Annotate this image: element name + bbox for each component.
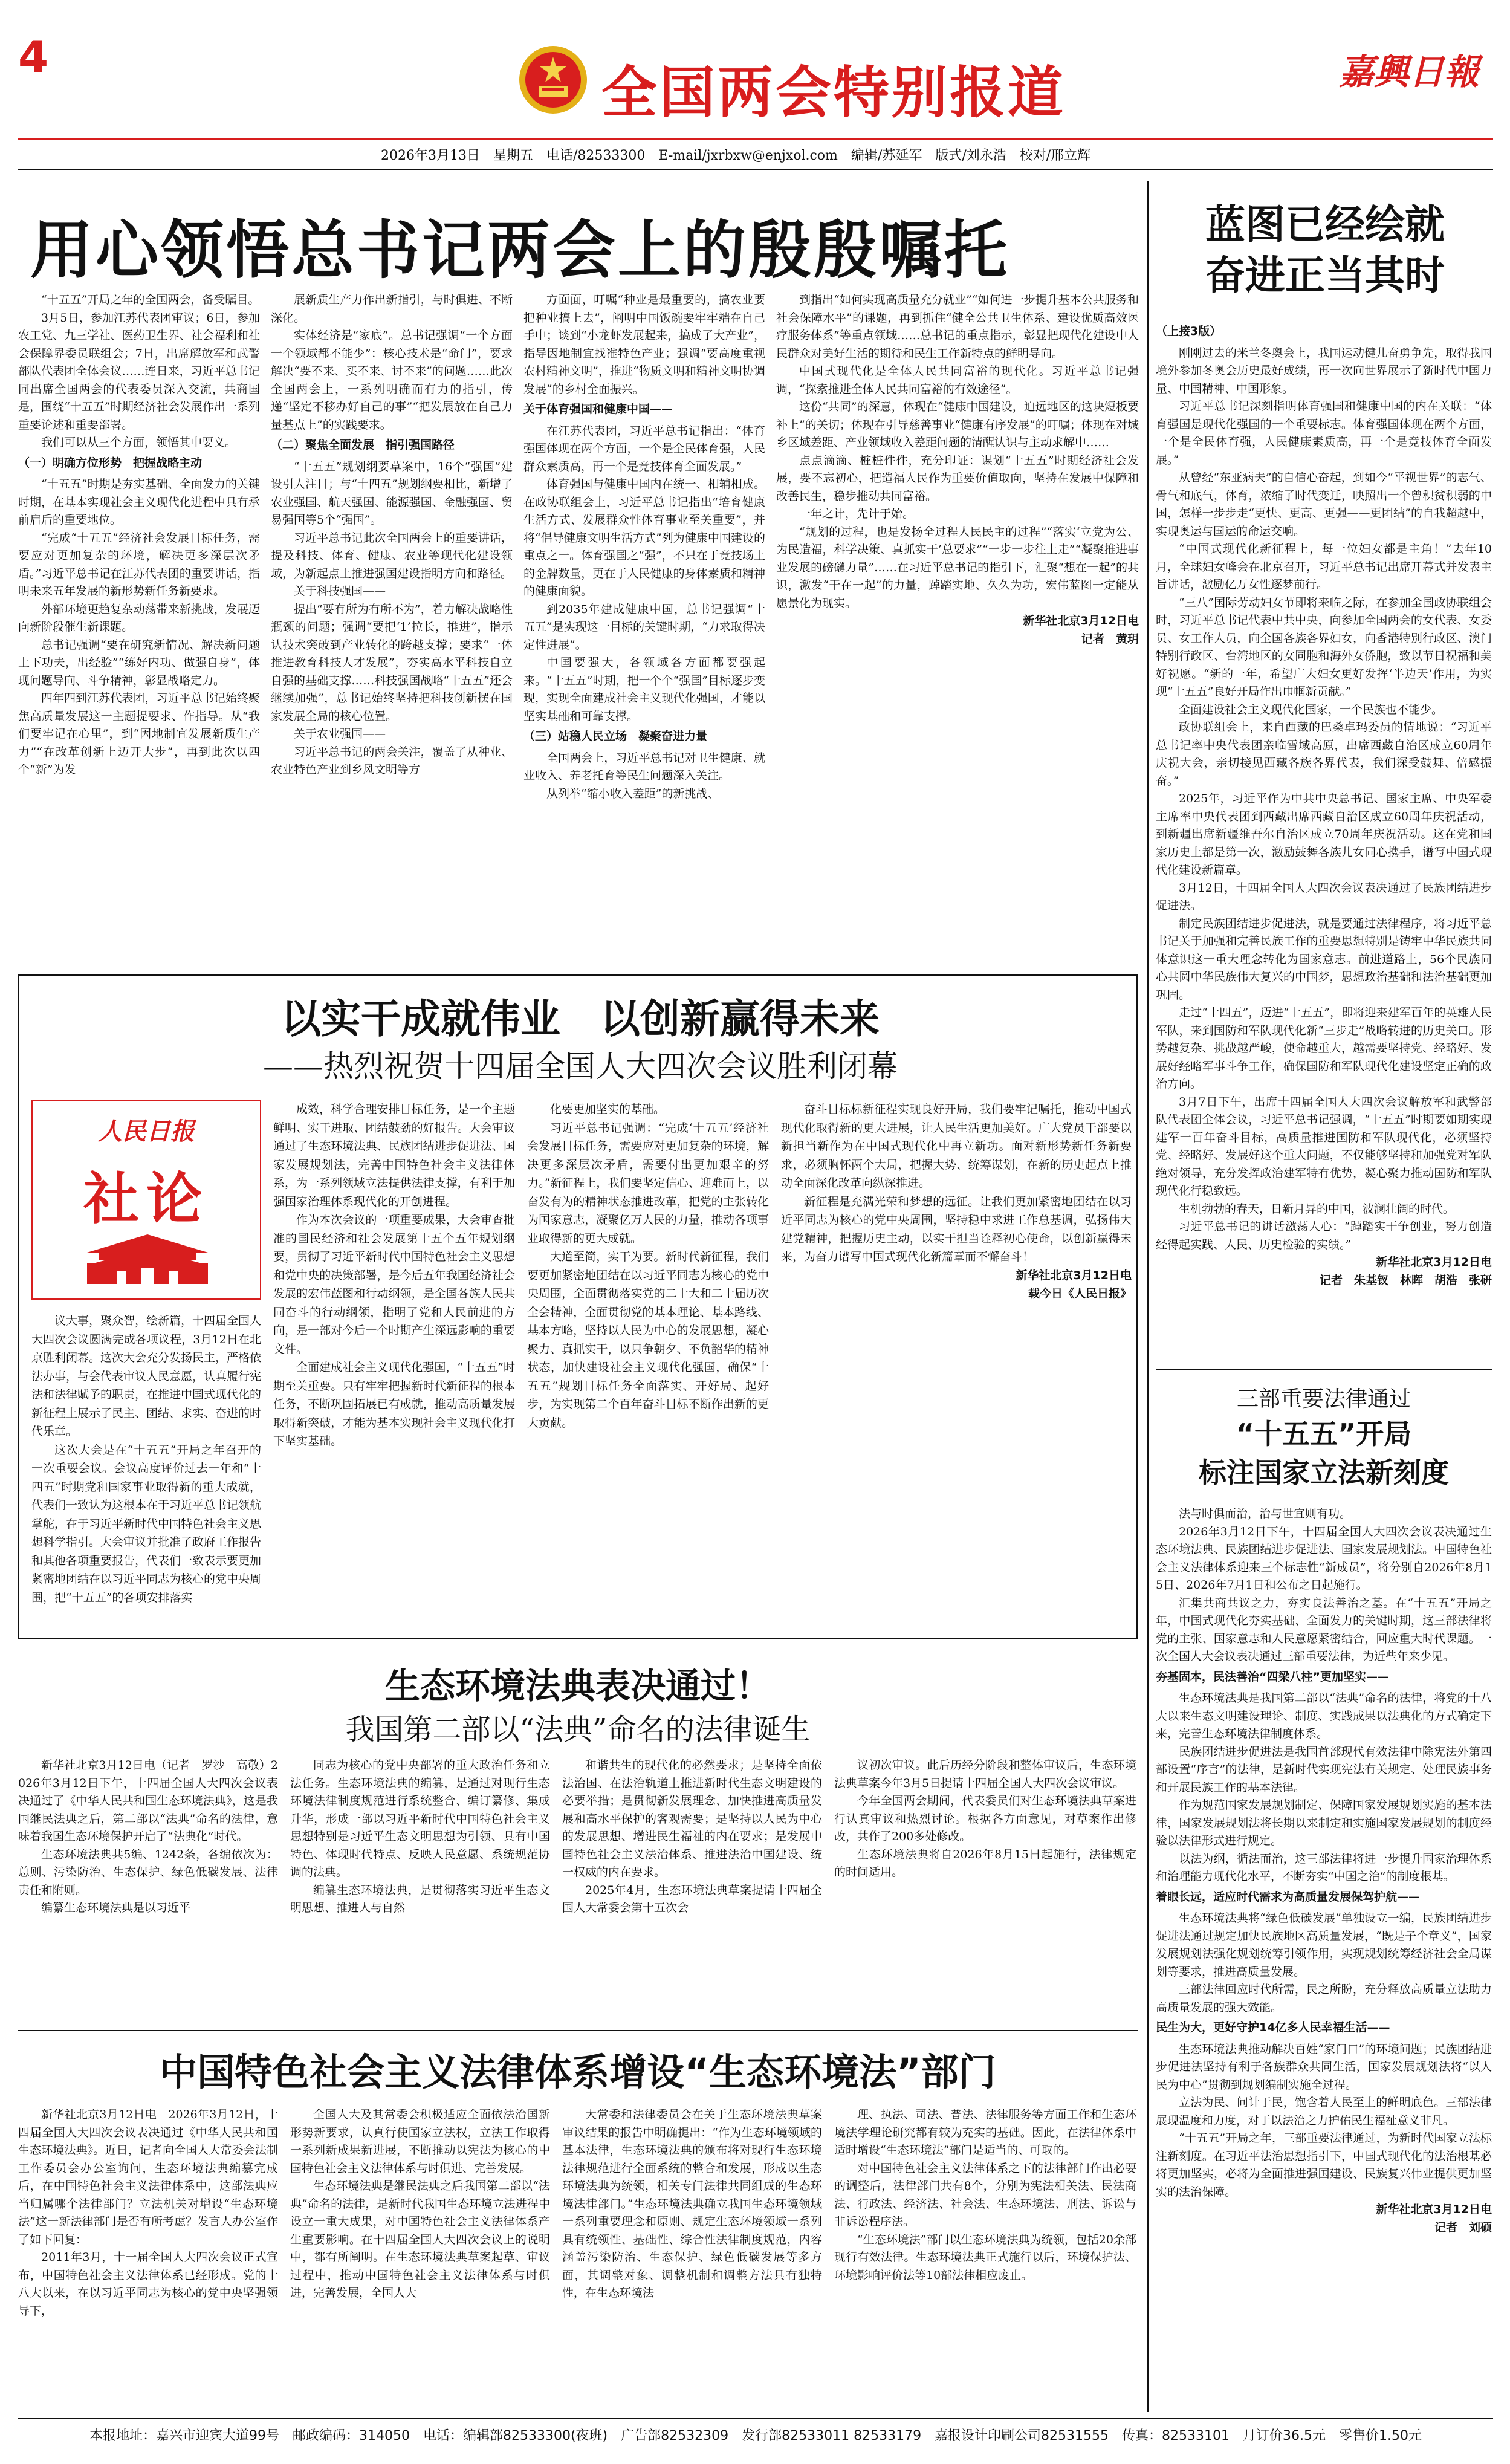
paragraph: 全面建设社会主义现代化国家，一个民族也不能少。	[1179, 702, 1444, 716]
main-headline: 用心领悟总书记两会上的殷殷嘱托	[30, 213, 1010, 287]
column-separator	[1147, 181, 1149, 2412]
paragraph: 汇集共商共议之力，夯实良法善治之基。在“十五五”开局之年，中国式现代化夯实基础、全面发力的关键时期，这三部法律将党的主张、国家意志和人民意愿紧密结合，回应重大时代课题。一次全国人大会议表决通过三部重要法律，为近些年来少见。	[1156, 1596, 1492, 1663]
art2-headline: 蓝图已经绘就 奋进正当其时	[1205, 201, 1445, 299]
dateline: 新华社北京3月12日电（记者 罗沙 高敬）	[41, 1759, 271, 1772]
editorial-column-1	[31, 1312, 261, 1626]
paragraph: 立法为民、问计于民，饱含着人民至上的鲜明底色。三部法律展现温度和力度，对于以法治之力护佑民生福祉意义非凡。	[1156, 2096, 1492, 2127]
paragraph: 三部法律回应时代所需，民之所盼，充分释放高质量立法助力高质量发展的强大效能。	[1156, 1983, 1492, 2014]
footer-rule	[18, 2418, 1493, 2419]
paragraph: 习近平总书记的两会关注，覆盖了从种业、农业特色产业到乡风文明等方	[271, 745, 513, 776]
paragraph: 编纂生态环境法典是以习近平	[41, 1901, 191, 1914]
paragraph: 全国两会上，习近平总书记对卫生健康、就业收入、养老托育等民生问题深入关注。	[523, 751, 765, 782]
paragraph: “中国式现代化新征程上，每一位妇女都是主角！”去年10月，全球妇女峰会在北京召开，习近平总书记出席开幕式并发表主旨讲话，激励亿万女性逐梦前行。	[1156, 542, 1492, 591]
date-line: 2026年3月13日 星期五 电话/82533300 E-mail/jxrbxw@enjxol.com 编辑/苏延军 版式/刘永浩 校对/邢立辉	[381, 148, 1091, 163]
paragraph: 成效，科学合理安排目标任务，是一个主题鲜明、实干进取、团结鼓劲的好报告。大会审议通过了生态环境法典、民族团结进步促进法、国家发展规划法，完善中国特色社会主义法律体系，为一系列领域立法提供法律支撑，有利于加强国家治理体系现代化的开创进程。	[273, 1103, 515, 1208]
art1-column-3	[523, 291, 765, 943]
paragraph: “三八”国际劳动妇女节即将来临之际，在参加全国政协联组会时，习近平总书记代表中共中央，向参加全国两会的女代表、女委员、女工作人员，向全国各族各界妇女，向香港特别行政区、澳门特别行政区、台湾地区的女同胞和海外女侨胞，致以节日祝福和美好祝愿。“新的一年，希望广大妇女更好发挥‘半边天’作用，为实现“十五五”良好开局作出巾帼新贡献。”	[1156, 595, 1492, 698]
byline: 新华社北京3月12日电 记者 刘硕	[1376, 2203, 1492, 2234]
byline: 新华社北京3月12日电 记者 黄玥	[1023, 614, 1139, 646]
continued-note: （上接3版）	[1156, 325, 1222, 338]
paragraph: 关于科技强国——	[294, 585, 386, 598]
art2-end-rule	[1156, 1369, 1492, 1370]
paragraph: 3月12日，十四届全国人大四次会议表决通过了民族团结进步促进法。	[1156, 881, 1492, 912]
paragraph: 总书记强调“要在研究新情况、解决新问题上下功夫，出经验”“练好内功、做强自身”，体现问题导向、斗争精神，彰显战略定力。	[18, 638, 260, 687]
paragraph: “完成“十五五”经济社会发展目标任务，需要应对更加复杂的环境，解决更多深层次矛盾。”习近平总书记在江苏代表团的重要讲话，指明未来五年发展的新形势新任务新要求。	[18, 531, 260, 598]
paragraph: 今年全国两会期间，代表委员们对生态环境法典草案进行认真审议和热烈讨论。根据各方面意见，对草案作出修改，共作了200多处修改。	[834, 1794, 1136, 1843]
byline: 新华社北京3月12日电 载今日《人民日报》	[1016, 1268, 1132, 1300]
paragraph: 四年四到江苏代表团，习近平总书记始终聚焦高质量发展这一主题提要求、作指导。从“我们要牢记在心里”，到“因地制宜发展新质生产力”“在改革创新上迈开大步”，再到此次以四个“新”为发	[18, 692, 260, 776]
paragraph: 实体经济是“家底”。总书记强调“一个方面一个领域都不能少”：核心技术是“命门”，要求解决“要不来、买不来、讨不来”的问题……此次全国两会上，一系列明确而有力的指引，传递“坚定不移办好自己的事”“把发展放在自己力量基点上”的实践要求。	[271, 329, 513, 432]
subheading: 民生为大，更好守护14亿多人民幸福生活——	[1156, 2021, 1390, 2034]
logo-editorial-label: 社论	[83, 1167, 209, 1231]
paragraph: 2011年3月，十一届全国人大四次会议正式宣布，中国特色社会主义法律体系已经形成。党的十八大以来，在以习近平同志为核心的党中央坚强领导下，	[18, 2251, 278, 2318]
paragraph: 刚刚过去的米兰冬奥会上，我国运动健儿奋勇争先，取得我国境外参加冬奥会历史最好成绩，再一次向世界展示了新时代中国力量、中国精神、中国形象。	[1156, 346, 1492, 395]
page-number: 4	[18, 31, 49, 82]
art5-column-4	[834, 2106, 1136, 2413]
art1-column-2	[271, 291, 513, 943]
paragraph: 从列举“缩小收入差距”的新挑战、	[546, 786, 719, 800]
header-rule-thin	[18, 169, 1493, 170]
paragraph: 法与时俱而治，治与世宜则有功。	[1179, 1507, 1352, 1520]
paragraph: 这份“共同”的深意，体现在“健康中国建设，迫远地区的这块短板要补上”的关切；体现在引导慈善事业“健康有序发展”的叮嘱；体现在对城乡区域差距、产业领域收入差距问题的清醒认识与主动求解中……	[776, 400, 1139, 449]
art4-column-4	[834, 1757, 1136, 2023]
paragraph: 习近平总书记的讲话激荡人心：“踔踏实干争创业，努力创造经得起实践、人民、历史检验的实绩。”	[1156, 1220, 1492, 1251]
paragraph: 走过“十四五”，迈进“十五五”，即将迎来建军百年的英雄人民军队，来到国防和军队现代化新“三步走”战略转进的历史关口。形势越复杂、挑战越严峻，使命越重大，越需要坚持党、经略好、发展好经略军事斗争工作，确保国防和军队现代化建设坚定正确的政治方向。	[1156, 1006, 1492, 1091]
paragraph: 习近平总书记强调：“完成‘十五五’经济社会发展目标任务，需要应对更加复杂的环境，解决更多深层次矛盾，需要付出更加艰辛的努力。”新征程上，我们要坚定信心、迎难而上，以奋发有为的精神状态推进改革，把党的主张转化为国家意志，凝聚亿万人民的力量，推动各项事业取得新的更大成就。	[527, 1121, 769, 1245]
paragraph: 大道至简，实干为要。新时代新征程，我们要更加紧密地团结在以习近平同志为核心的党中央周围，全面贯彻落实党的二十大和二十届历次全会精神，全面贯彻党的基本理论、基本路线、基本方略，坚持以人民为中心的发展思想，凝心聚力、真抓实干，以只争朝夕、不负韶华的精神状态，加快建设社会主义现代化强国，确保“十五五”规划目标任务全面落实、开好局、起好步，为实现第二个百年奋斗目标不断作出新的更大贡献。	[527, 1250, 769, 1430]
editorial-column-4	[781, 1100, 1132, 1626]
paragraph: 2025年4月，生态环境法典草案提请十四届全国人大常委会第十五次会	[562, 1883, 822, 1914]
paragraph: 2026年3月12日，十四届全国人大四次会议表决通过《中华人民共和国生态环境法典》。近日，记者向全国人大常委会法制工作委员会办公室询问，生态环境法典编纂完成后，在中国特色社会主义法律体系中，这部法典应当归属哪个法律部门？立法机关对增设“生态环境法”这一新法律部门是否有所考虑？发言人办公室作了如下回复：	[18, 2108, 278, 2246]
section-title: 全国两会特别报道	[601, 60, 1066, 125]
paragraph: 关于农业强国——	[294, 727, 386, 741]
paragraph: 3月7日下午，出席十四届全国人大四次会议解放军和武警部队代表团全体会议，习近平总书记强调，“十五五”时期要如期实现建军一百年奋斗目标，高质量推进国防和军队现代化，必须坚持党、经略好、发展好这个重大问题，不仅能够坚持和加强党对军队绝对领导，充分发挥政治建军特有优势，凝心聚力推动国防和军队现代化行稳致远。	[1156, 1095, 1492, 1198]
paragraph: 一年之计，先计于始。	[799, 507, 915, 520]
art5-column-2	[290, 2106, 550, 2413]
paragraph: 议初次审议。此后历经分阶段和整体审议后，生态环境法典草案今年3月5日提请十四届全国人大四次会议审议。	[834, 1759, 1136, 1790]
paragraph: 到指出“如何实现高质量充分就业”“如何进一步提升基本公共服务和社会保障水平”的课题，再到抓住“健全公共卫生体系、建设优质高效医疗服务体系”等重点领域……总书记的重点指示，彰显把现代化建设中人民群众对美好生活的期待和民生工作新特点的鲜明导向。	[776, 293, 1139, 360]
paragraph: “规划的过程，也是发扬全过程人民民主的过程”“落实‘立党为公、为民造福，科学决策、真抓实干’总要求”“一步一步往上走”“凝聚推进事业发展的磅礴力量”……在习近平总书记的指引下，汇聚“想在一起”的共识，激发“干在一起”的力量，踔踏实地、久久为功，宏伟蓝图一定能从愿景化为现实。	[776, 525, 1139, 610]
byline: 新华社北京3月12日电 记者 朱基钗 林晖 胡浩 张研	[1319, 1256, 1492, 1287]
paragraph: 奋斗目标标新征程实现良好开局，我们要牢记嘱托，推动中国式现代化取得新的更大进展，让人民生活更加美好。广大党员干部要以新担当新作为在中国式现代化中再立新功。面对新形势新任务新要求，必须胸怀两个大局，把握大势、统筹谋划，在新的历史起点上推动全面深化改革向纵深推进。	[781, 1103, 1132, 1190]
paragraph: 习近平总书记深刻指明体育强国和健康中国的内在关联：“体育强国是现代化强国的一个重要标志。体育强国体现在两个方面，一个是全民体育强，人民健康素质高，再一个是竞技体育全面发展。”	[1156, 400, 1492, 467]
paragraph: 生态环境法典推动解决百姓“家门口”的环境问题；民族团结进步促进法坚持有利于各族群众共同生活，国家发展规划法将“以人民为中心”贯彻到规划编制实施全过程。	[1156, 2042, 1492, 2092]
paragraph: 制定民族团结进步促进法，就是要通过法律程序，将习近平总书记关于加强和完善民族工作的重要思想特别是铸牢中华民族共同体意识这一重大理念转化为国家意志。前进道路上，56个民族同心共圆中华民族伟大复兴的中国梦，思想政治基础和法治基础更加巩固。	[1156, 916, 1492, 1002]
header-rule	[18, 138, 1493, 140]
paragraph: 全国人大及其常委会积极适应全面依法治国新形势新要求，认真行使国家立法权，立法工作取得一系列新成果新进展，不断推动以宪法为核心的中国特色社会主义法律体系与时俱进、完善发展。	[290, 2108, 550, 2175]
paragraph: 生态环境法典将自2026年8月15日起施行，法律规定的时间适用。	[834, 1847, 1136, 1879]
paragraph: “十五五”规划纲要草案中，16个“强国”建设引人注目；与“十四五”规划纲要相比，新增了农业强国、航天强国、能源强国、金融强国、贸易强国等5个“强国”。	[271, 459, 513, 527]
paragraph: 外部环境更趋复杂动荡带来新挑战，发展迈向新阶段催生新课题。	[18, 602, 260, 634]
section-rule	[18, 2030, 1138, 2031]
paragraph: 中国要强大，各领域各方面都要强起来。“十五五”时期，把一个个“强国”目标逐步变现，实现全面建成社会主义现代化强国，才能以坚实基础和可靠支撑。	[523, 656, 765, 723]
subheading: （二）聚焦全面发展 指引强国路径	[271, 438, 455, 452]
paragraph: 政协联组会上，来自西藏的巴桑卓玛委员的情地说：“习近平总书记率中央代表团亲临雪域高原，出席西藏自治区成立60周年庆祝大会，亲切接见西藏各族各界代表，我们深受鼓舞、倍感振奋。”	[1156, 721, 1492, 788]
art5-column-3	[562, 2106, 822, 2413]
art5-column-1	[18, 2106, 278, 2413]
paragraph: “十五五”开局之年，三部重要法律通过，为新时代国家立法标注新刻度。在习近平法治思想指引下，中国式现代化的法治根基必将更加坚实，必将为全面推进强国建设、民族复兴伟业提供更加坚实的法治保障。	[1156, 2132, 1492, 2199]
paragraph: 2026年3月12日下午，十四届全国人大四次会议表决通过了《中华人民共和国生态环境法典》，这是我国继民法典之后，第二部以“法典”命名的法律，意味着我国生态环境保护开启了“法典化”时代。	[18, 1759, 278, 1843]
art3-kicker: 三部重要法律通过	[1236, 1387, 1411, 1412]
paragraph: 展新质生产力作出新指引，与时俱进、不断深化。	[271, 293, 513, 325]
paragraph: 生态环境法典将“绿色低碳发展”单独设立一编，民族团结进步促进法通过规定加快民族地区高质量发展，“既是子个章义”，国家发展规划法强化规划统筹引领作用，实现规划统筹经济社会全局谋划等要求，推进高质量发展。	[1156, 1911, 1492, 1979]
paragraph: 作为规范国家发展规划制定、保障国家发展规划实施的基本法律，国家发展规划法将长期以来制定和实施国家发展规划的制度经验以法律形式进行规定。	[1156, 1798, 1492, 1847]
paragraph: 生机勃勃的春天，日新月异的中国，波澜壮阔的时代。	[1179, 1202, 1455, 1216]
art4-column-1	[18, 1757, 278, 2023]
editorial-column-3	[527, 1100, 769, 1626]
paragraph: “十五五”时期是夯实基础、全面发力的关键时期，在基本实现社会主义现代化进程中具有承前启后的重要地位。	[18, 478, 260, 527]
paragraph: 从曾经“东亚病夫”的自信心奋起，到如今“平视世界”的志气、骨气和底气，体育，浓缩了时代变迁，映照出一个曾积贫积弱的中国，怎样一步步走“更快、更高、更强——更团结”的自我超越中，实现奥运与国运的命运交响。	[1156, 471, 1492, 538]
paragraph: 2026年3月12日下午，十四届全国人大四次会议表决通过生态环境法典、民族团结进步促进法、国家发展规划法。中国特色社会主义法律体系迎来三个标志性“新成员”，将分别自2026年8月15日、2026年7月1日和公布之日起施行。	[1156, 1525, 1492, 1592]
paragraph: 生态环境法典是继民法典之后我国第二部以“法典”命名的法律，是新时代我国生态环境立法进程中设立一重大成果，对中国特色社会主义法律体系产生重要影响。在十四届全国人大四次会议上的说明中，都有所阐明。在生态环境法典草案起草、审议过程中，推动中国特色社会主义法律体系与时俱进，完善发展，全国人大	[290, 2179, 550, 2300]
art2-body	[1156, 320, 1492, 1366]
peoples-daily-editorial-logo	[31, 1100, 261, 1300]
paragraph: 全面建成社会主义现代化强国，“十五五”时期至关重要。只有牢牢把握新时代新征程的根本任务，不断巩固拓展已有成就，推动高质量发展取得新突破，才能为基本实现社会主义现代化打下坚实基础。	[273, 1361, 515, 1448]
paragraph: 对中国特色社会主义法律体系之下的法律部门作出必要的调整后，法律部门共有8个，分别为宪法相关法、民法商法、行政法、经济法、社会法、生态环境法、刑法、诉讼与非诉讼程序法。	[834, 2161, 1136, 2228]
subheading: 着眼长远，适应时代需求为高质量发展保驾护航——	[1156, 1890, 1421, 1904]
paragraph: 点点滴滴、桩桩件件，充分印证：谋划“十五五”时期经济社会发展，要不忘初心，把造福人民作为重要价值取向，坚持在发展中保障和改善民生，稳步推动共同富裕。	[776, 453, 1139, 503]
paragraph: 3月5日，参加江苏代表团审议；6日，参加农工党、九三学社、医药卫生界、社会福利和社会保障界委员联组会；7日，出席解放军和武警部队代表团全体会议……连日来，习近平总书记同出席全国两会的代表委员深入交流，共商国是，围绕“十五五”时期经济社会发展作出一系列重要论述和重要部署。	[18, 311, 260, 432]
subheading: 夯基固本，民法善治“四梁八柱”更加坚实——	[1156, 1670, 1389, 1684]
art4-column-3	[562, 1757, 822, 2023]
art3-body	[1156, 1505, 1492, 2412]
paragraph: 习近平总书记此次全国两会上的重要讲话，提及科技、体育、健康、农业等现代化建设领域，为新起点上推进强国建设指明方向和路径。	[271, 531, 513, 580]
paragraph: “生态环境法”部门以生态环境法典为统领，包括20余部现行有效法律。生态环境法典正式施行以后，环境保护法、环境影响评价法等10部法律相应废止。	[834, 2232, 1136, 2282]
paragraph: 同志为核心的党中央部署的重大政治任务和立法任务。生态环境法典的编纂，是通过对现行生态环境法律制度规范进行系统整合、编订纂修、集成升华，形成一部以习近平新时代中国特色社会主义思想特别是习近平生态文明思想为引领、具有中国特色、体现时代特点、反映人民意愿、系统规范协调的法典。	[290, 1759, 550, 1879]
art4-column-2	[290, 1757, 550, 2023]
paragraph: 这次大会是在“十五五”开局之年召开的一次重要会议。会议高度评价过去一年和“十四五”时期党和国家事业取得新的重大成就，代表们一致认为这根本在于习近平总书记领航掌舵，在于习近平新时代中国特色社会主义思想科学指引。大会审议并批准了政府工作报告和其他各项重要报告，代表们一致表示要更加紧密地团结在以习近平同志为核心的党中央周围，把“十五五”的各项安排落实	[31, 1443, 261, 1604]
paragraph: 和谐共生的现代化的必然要求；是坚持全面依法治国、在法治轨道上推进新时代生态文明建设的必要举措；是贯彻新发展理念、加快推进高质量发展和高水平保护的客观需要；是坚持以人民为中心的发展思想、增进民生福祉的内在要求；是发展中国特色社会主义法治体系、推进法治中国建设、统一权威的内在要求。	[562, 1759, 822, 1879]
paragraph: 议大事，聚众智，绘新篇，十四届全国人大四次会议圆满完成各项议程，3月12日在北京胜利闭幕。这次大会充分发扬民主，严格依法办事，与会代表审议人民意愿，认真履行宪法和法律赋予的职责，在推进中国式现代化的新征程上展示了民主、团结、求实、奋进的时代乐章。	[31, 1314, 261, 1438]
art1-column-1	[18, 291, 260, 943]
editorial-column-2	[273, 1100, 515, 1626]
paragraph: 化要更加坚实的基础。	[550, 1103, 666, 1116]
paragraph: 以法为纲，循法而治，这三部法律将进一步提升国家治理体系和治理能力现代化水平，不断夯实“中国之治”的制度根基。	[1156, 1852, 1492, 1883]
art1-column-4	[776, 291, 1139, 943]
art4-subhead: 我国第二部以“法典”命名的法律诞生	[345, 1713, 811, 1746]
paragraph: 方面面，叮嘱“种业是最重要的，搞农业要把种业搞上去”，阐明中国饭碗要牢牢端在自己手中；谈到“小龙虾发展起来，搞成了大产业”，指导因地制宜找准特色产业；强调“要高度重视农村精神文明”，推进“物质文明和精神文明协调发展”的乡村全面振兴。	[523, 293, 765, 396]
editorial-headline: 以实干成就伟业 以创新赢得未来	[281, 996, 880, 1042]
footer-info: 本报地址：嘉兴市迎宾大道99号 邮政编码：314050 电话：编辑部82533300(夜班) 广告部82532309 发行部82533011 82533179 嘉报设计印刷公司82531555 传真：82533101 月订价36.5元 零售价1.50元	[89, 2428, 1422, 2443]
subheading: （三）站稳人民立场 凝聚奋进力量	[523, 730, 708, 743]
art4-headline: 生态环境法典表决通过！	[384, 1665, 771, 1707]
paragraph: 体育强国与健康中国内在统一、相辅相成。在政协联组会上，习近平总书记指出“培育健康生活方式、发展群众性体育事业至关重要”，并将“倡导健康文明生活方式”列为健康中国建设的重点之一。体育强国之“强”，不只在于竞技场上的金牌数量，更在于人民健康的身体素质和精神的健康面貌。	[523, 478, 765, 598]
subheading: 关于体育强国和健康中国——	[523, 403, 673, 416]
paragraph: 我们可以从三个方面，领悟其中要义。	[41, 436, 237, 449]
paragraph: 作为本次会议的一项重要成果，大会审查批准的国民经济和社会发展第十五个五年规划纲要，贯彻了习近平新时代中国特色社会主义思想和党中央的决策部署，是今后五年我国经济社会发展的宏伟蓝图和行动纲领，是全国各族人民共同奋斗的行动纲领，指明了党和人民前进的方向，是一部对今后一个时期产生深远影响的重要文件。	[273, 1213, 515, 1356]
paragraph: 提出“要有所为有所不为”，着力解决战略性瓶颈的问题；强调“要把‘1’拉长，推进”，指示认技术突破到产业转化的跨越支撑；要求“一体推进教育科技人才发展”，夯实高水平科技自立自强的基础支撑……科技强国战略“十五五”还会继续加强”，总书记始终坚持把科技创新摆在国家发展全局的核心位置。	[271, 602, 513, 723]
masthead-logo: 嘉興日報	[1339, 51, 1480, 92]
paragraph: 生态环境法典是我国第二部以“法典”命名的法律，将党的十八大以来生态文明建设理论、制度、实践成果以法典化的方式确定下来，完善生态环境法律制度体系。	[1156, 1691, 1492, 1740]
editorial-subhead: ——热烈祝贺十四届全国人大四次会议胜利闭幕	[263, 1049, 898, 1084]
paragraph: 2025年，习近平作为中共中央总书记、国家主席、中央军委主席率中央代表团到西藏出席西藏自治区成立60周年庆祝活动，到新疆出席新疆维吾尔自治区成立70周年庆祝活动。这在党和国家历史上都是第一次，激励鼓舞各族儿女同心携手，谱写中国式现代化建设新篇章。	[1156, 792, 1492, 877]
paragraph: 到2035年建成健康中国，总书记强调“十五五”是实现这一目标的关键时期，“力求取得决定性进展”。	[523, 602, 765, 652]
paragraph: 在江苏代表团，习近平总书记指出：“体育强国体现在两个方面，一个是全民体育强，人民群众素质高，再一个是竞技体育全面发展。”	[523, 424, 765, 473]
tiananmen-icon	[75, 1228, 220, 1289]
dateline: 新华社北京3月12日电	[41, 2108, 157, 2121]
logo-paper-name: 人民日报	[98, 1117, 195, 1146]
national-emblem-icon	[517, 44, 589, 116]
art5-headline: 中国特色社会主义法律体系增设“生态环境法”部门	[160, 2050, 996, 2094]
subheading: （一）明确方位形势 把握战略主动	[18, 456, 203, 470]
paragraph: 生态环境法典共5编、1242条，各编依次为：总则、污染防治、生态保护、绿色低碳发展、法律责任和附则。	[18, 1847, 278, 1897]
paragraph: “十五五”开局之年的全国两会，备受瞩目。	[41, 293, 260, 306]
paragraph: 中国式现代化是全体人民共同富裕的现代化。习近平总书记强调，“探索推进全体人民共同富裕的有效途径”。	[776, 365, 1139, 396]
paragraph: 大常委和法律委员会在关于生态环境法典草案审议结果的报告中明确提出：“作为生态环境领域的基本法律，生态环境法典的颁布将对现行生态环境法律规范进行全面系统的整合和发展，形成以生态环境法典为统领，相关专门法律共同组成的生态环境法律部门。”生态环境法典确立我国生态环境领域一系列重要理念和原则、规定生态环境领域一系列具有统领性、基础性、综合性法律制度规范，内容涵盖污染防治、生态保护、绿色低碳发展等多方面，其调整对象、调整机制和调整方法具有独特性，在生态环境法	[562, 2108, 822, 2300]
paragraph: 新征程是充满光荣和梦想的远征。让我们更加紧密地团结在以习近平同志为核心的党中央周围，坚持稳中求进工作总基调，弘扬伟大建党精神，把握历史主动，以实干担当诠释初心使命，以创新赢得未来，为奋力谱写中国式现代化新篇章而不懈奋斗！	[781, 1195, 1132, 1263]
paragraph: 民族团结进步促进法是我国首部现代有效法律中除宪法外第四部设置“序言”的法律，是新时代实现宪法有关规定、处理民族事务和开展民族工作的基本法律。	[1156, 1745, 1492, 1794]
art3-headline: “十五五”开局 标注国家立法新刻度	[1199, 1418, 1449, 1489]
paragraph: 理、执法、司法、普法、法律服务等方面工作和生态环境法学理论研究都有较为充实的基础。因此，在法律体系中适时增设“生态环境法”部门是适当的、可取的。	[834, 2108, 1136, 2157]
paragraph: 编纂生态环境法典，是贯彻落实习近平生态文明思想、推进人与自然	[290, 1883, 550, 1914]
